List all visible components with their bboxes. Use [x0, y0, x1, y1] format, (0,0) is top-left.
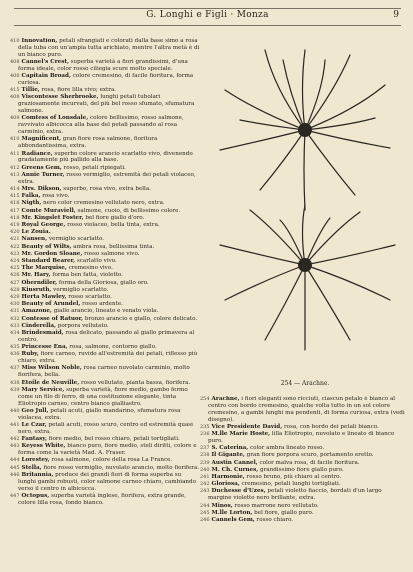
variety-description: gran fiore porpora scuro, portamento eretto.	[246, 452, 374, 459]
variety-entry	[10, 351, 200, 365]
variety-name: Annie Turner,	[21, 171, 65, 178]
entry-number: 424	[10, 258, 20, 265]
variety-description: rosso violaceo, bella tinta, extra.	[67, 222, 160, 229]
variety-entry	[10, 408, 200, 422]
variety-entry	[10, 436, 200, 443]
variety-name: Cinderella,	[21, 322, 56, 329]
variety-description: rosa vivo.	[42, 193, 70, 200]
variety-entry	[10, 94, 200, 115]
variety-entry	[10, 365, 200, 379]
variety-entry	[10, 165, 200, 172]
variety-entry	[10, 323, 200, 330]
illustration-caption: 254 — Arachne.	[280, 380, 330, 387]
entry-number: 420	[10, 229, 20, 236]
variety-name: M. Ch. Curnes,	[211, 466, 259, 473]
variety-entry	[200, 467, 405, 474]
variety-name: Kinsruth,	[21, 286, 52, 293]
entry-number: 446	[10, 471, 20, 478]
variety-name: Brindesmaid,	[21, 330, 64, 337]
variety-entry	[200, 431, 405, 445]
entry-number: 426	[10, 272, 20, 279]
variety-description: salmone, cuoio, di bellissimo colore.	[77, 207, 181, 214]
variety-description: ambra rosa, bellissima tinta.	[73, 243, 155, 250]
variety-name: Oberndiler,	[21, 279, 58, 286]
entry-number: 239	[200, 459, 210, 466]
entry-number: 238	[200, 452, 210, 459]
entry-number: 246	[200, 516, 210, 523]
variety-entry	[10, 87, 200, 94]
entry-number: 413	[10, 171, 20, 178]
entry-number: 434	[10, 330, 20, 337]
variety-name: Mr. Hary,	[21, 272, 51, 279]
entry-number: 409	[10, 115, 20, 122]
entry-number: 236	[200, 431, 210, 438]
entry-number: 442	[10, 436, 20, 443]
entry-number: 241	[200, 474, 210, 481]
variety-entry	[10, 472, 200, 493]
entry-number: 432	[10, 315, 20, 322]
variety-description: forma ben fatta, violetto.	[52, 272, 123, 279]
variety-description: gran fiore rosa salmone, fioritura abbondantissima, extra.	[18, 136, 158, 150]
variety-entry	[10, 236, 200, 243]
entry-number: 412	[10, 164, 20, 171]
variety-name: Innovation,	[21, 38, 58, 44]
variety-entry	[10, 294, 200, 301]
variety-entry	[10, 308, 200, 315]
variety-description: produce dei grandi fiori di forma superba su lunghi gambi robusti, color salmone carneo chiaro, cambiando verso il centro in albicocca.	[18, 471, 196, 492]
entry-number: 436	[10, 351, 20, 358]
variety-description: grandissimo fiore giallo puro.	[260, 466, 344, 473]
variety-description: bel fiore giallo d'oro.	[85, 214, 145, 221]
variety-entry	[200, 503, 405, 510]
variety-entry	[10, 251, 200, 258]
variety-description: fiore carneo, ruvido all'estremità dei petali, riflesso più chiaro, extra.	[18, 351, 198, 365]
variety-name: Keyess White,	[21, 443, 66, 450]
variety-description: fiore rosso vermiglio, nuvolato arancio, molto fiorifera.	[43, 464, 200, 471]
variety-name: S. Caterina,	[211, 445, 249, 452]
variety-description: rosa, salmone, contorno giallo.	[69, 344, 157, 351]
variety-name: Mr. Kingslet Foster,	[21, 214, 84, 221]
variety-description: i fiori eleganti sono ricciuti, ciascun petalo è bianco al centro con bordo cremesino, qualche volta tutto in un sol colore cremesino, a gambi lunghi ma pendenti, di forma curiosa, extra (vedi disegno).	[208, 396, 405, 423]
variety-description: superba varietà, fiore medio, gambo fermo come un filo di ferro, di una costituzione elegante, tinta Eliotropio carneo, centro bianco gialliastro.	[18, 386, 188, 407]
variety-name: Amazone,	[21, 308, 52, 315]
variety-name: Ruby,	[21, 351, 39, 358]
entry-number: 423	[10, 250, 20, 257]
variety-entry	[10, 265, 200, 272]
variety-entry	[10, 301, 200, 308]
variety-description: rosso vellutato, pianta bassa, fiorifera.	[80, 379, 191, 386]
variety-description: superbo colore arancio scarlatto vivo, divenendo gradatamente più pallido alla base.	[18, 150, 193, 164]
variety-entry	[10, 387, 200, 408]
variety-entry	[10, 229, 200, 236]
variety-description: rosso, petali ripiegati.	[63, 164, 126, 171]
variety-entry	[200, 396, 405, 424]
variety-entry	[10, 380, 200, 387]
variety-name: Harmonie,	[211, 474, 245, 481]
variety-name: Mrs. Dikson,	[21, 186, 62, 192]
variety-description: giallo arancio, lineato e venato viola.	[53, 308, 159, 315]
variety-description: rosa carneo nuvolato carminio, molto fiorifera, bella.	[18, 365, 190, 379]
variety-name: Gloriosa,	[211, 481, 240, 488]
entry-number: 430	[10, 301, 20, 308]
variety-entry	[10, 422, 200, 436]
variety-name: Il Gigante,	[211, 452, 245, 459]
variety-description: superbo, rosa vivo, extra bella.	[63, 186, 151, 192]
entry-number: 408	[10, 94, 20, 101]
variety-name: Cannels Gem,	[211, 516, 255, 523]
variety-name: Le Zouia.	[21, 229, 51, 236]
variety-name: Vice Presidente David,	[211, 423, 283, 430]
variety-entry	[10, 208, 200, 215]
variety-entry	[10, 215, 200, 222]
variety-description: porpora vellutato.	[57, 322, 109, 329]
variety-name: Radiance,	[21, 150, 53, 157]
variety-name: Comte Muraviell,	[21, 207, 76, 214]
entry-number: 415	[10, 193, 20, 200]
variety-name: Princesse Ena,	[21, 344, 68, 351]
variety-entry	[200, 452, 405, 459]
variety-name: Herta Mawley,	[21, 294, 67, 301]
variety-name: Etoile de Neuville,	[21, 379, 80, 386]
variety-description: vermiglio scarlatto.	[53, 286, 109, 293]
variety-description: colore cremesino, di facile fioritura, forma curiosa.	[18, 73, 194, 87]
entry-number: 410	[10, 38, 20, 44]
variety-name: Fantasy,	[21, 436, 47, 443]
variety-entry	[10, 193, 200, 200]
variety-description: rosa delicato, passando al giallo primavera al centro.	[18, 330, 195, 343]
entry-number: 408	[10, 59, 20, 66]
variety-name: Geo Jull,	[21, 407, 49, 414]
variety-entry	[10, 73, 200, 87]
entry-number: 445	[10, 464, 20, 471]
variety-description: rosa, con bordo dei petali bianco.	[283, 423, 379, 430]
variety-name: Octopus,	[21, 492, 50, 499]
variety-description: petali acuti, giallo mandarino, sfumatura rosa violacea, extra.	[18, 407, 181, 421]
variety-description: nero color cremesino vellutato nero, extra.	[43, 200, 165, 207]
variety-description: rosa salmone, colore della rosa La France.	[51, 457, 173, 464]
variety-description: bel fiore, giallo puro.	[254, 509, 314, 516]
variety-name: M.lle Marie Hoste,	[211, 431, 271, 438]
variety-description: bronzo arancio e giallo, colore delicato.	[84, 315, 198, 322]
variety-entry	[10, 136, 200, 150]
entry-number: 243	[200, 488, 210, 495]
variety-description: petali violetto fiaccio, bordati d'un largo margine violetto nero brillante, extra.	[208, 488, 382, 502]
variety-name: Cannel's Crest,	[21, 59, 69, 66]
variety-name: M.lle Lorton,	[211, 509, 253, 516]
entry-number: 438	[10, 379, 20, 386]
variety-name: Nigth,	[21, 200, 42, 207]
variety-name: Nansen,	[21, 236, 48, 243]
variety-name: Duchesse d'Uzes,	[211, 488, 266, 495]
entry-number: 441	[10, 421, 20, 428]
variety-description: rosso chiaro.	[256, 516, 294, 523]
page-number: 9	[393, 10, 399, 20]
variety-name: Le Czar,	[21, 421, 47, 428]
variety-name: Falka,	[21, 193, 41, 200]
variety-name: Comtess of Lonsdale,	[21, 115, 89, 122]
variety-entry	[10, 465, 200, 472]
variety-entry	[200, 517, 405, 524]
entry-number: 439	[10, 386, 20, 393]
variety-description: cremesino, petali lunghi tortigliati.	[241, 481, 341, 488]
variety-entry	[10, 244, 200, 251]
variety-description: petali sfrangiati e colorati dalla base simo a rosa della tuba con un'ampia tutta arichiato, mentre l'altra metà è di un bianco puro.	[18, 38, 200, 58]
variety-name: Stella,	[21, 464, 42, 471]
variety-description: colore bellissimo, rosso salmone, ravvivato albicocca alla base del petali passando al rosa carminio, extra.	[18, 115, 184, 136]
entry-number: 416	[10, 200, 20, 207]
entry-number: 433	[10, 322, 20, 329]
variety-entry	[10, 59, 200, 73]
entry-number: 417	[10, 207, 20, 214]
entry-number: 431	[10, 308, 20, 315]
entry-number: 237	[200, 445, 210, 452]
variety-description: rosso ardente.	[82, 301, 123, 308]
variety-entry	[10, 330, 200, 344]
entry-number: 429	[10, 294, 20, 301]
variety-name: Arachne,	[211, 396, 240, 402]
variety-description: cremesino vivo.	[68, 265, 113, 272]
header-title: G. Longhi e Figli · Monza	[146, 10, 269, 20]
entry-number: 406	[10, 73, 20, 80]
variety-name: Austin Cannel,	[211, 459, 258, 466]
entry-number: 444	[10, 457, 20, 464]
entry-number: 415	[10, 87, 20, 94]
variety-name: Standard Bearer,	[21, 258, 76, 265]
variety-name: Capitain Broad,	[21, 73, 71, 80]
variety-entry	[200, 424, 405, 431]
entry-number: 244	[200, 502, 210, 509]
variety-entry	[10, 272, 200, 279]
entry-number: 447	[10, 492, 20, 499]
variety-description: rosso bruno, più chiaro al centro.	[246, 474, 342, 481]
variety-name: Beauty of Arundel,	[21, 301, 81, 308]
variety-name: Miss Wilson Noble,	[21, 365, 82, 372]
variety-name: Mr. Gordon Sloane,	[21, 250, 83, 257]
variety-entry	[10, 38, 200, 59]
variety-entry	[200, 445, 405, 452]
entry-number: 440	[10, 407, 20, 414]
variety-entry	[200, 481, 405, 488]
left-column	[10, 38, 200, 568]
variety-description: rosso vermiglio, estremità dei petali violaceo, extra.	[18, 171, 196, 185]
variety-entry	[10, 222, 200, 229]
variety-description: lilla Eliotropio, nuvolato e lineato di bianco puro.	[208, 431, 395, 445]
variety-entry	[10, 151, 200, 165]
entry-number: 425	[10, 265, 20, 272]
variety-description: petali acuti, rosso scuro, centro ed estremità quasi nero, extra.	[18, 421, 193, 435]
variety-description: rosso scarlatto.	[68, 294, 112, 301]
variety-entry	[200, 474, 405, 481]
entry-number: 410	[10, 136, 20, 143]
variety-name: Tillie,	[21, 87, 40, 94]
variety-entry	[10, 316, 200, 323]
variety-entry	[200, 510, 405, 517]
variety-entry	[10, 172, 200, 186]
entry-number: 428	[10, 286, 20, 293]
variety-name: Viscontesse Sherbrooke,	[21, 94, 99, 101]
variety-entry	[10, 186, 200, 193]
entry-number: 240	[200, 466, 210, 473]
variety-entry	[200, 460, 405, 467]
entry-number: 414	[10, 186, 20, 192]
variety-name: Greens Gem,	[21, 164, 62, 171]
entry-number: 427	[10, 279, 20, 286]
variety-name: Contesse of Ratuor,	[21, 315, 84, 322]
variety-name: The Marquise,	[21, 265, 67, 272]
entry-number: 235	[200, 423, 210, 430]
variety-entry	[10, 287, 200, 294]
variety-name: Beauty of Wilts,	[21, 243, 72, 250]
variety-name: Magnificent,	[21, 136, 62, 143]
entry-number: 411	[10, 150, 20, 157]
variety-description: fiore medio, bel rosso chiaro, petali tortigliati.	[48, 436, 180, 443]
variety-description: forma della Gloriosa, giallo oro.	[58, 279, 149, 286]
variety-description: superba varietà a fiori grandissimi, d'una forma ideale, color rosso ciliegia scure molto speciale.	[18, 59, 188, 72]
entry-number: 254	[200, 396, 210, 402]
variety-entry	[10, 443, 200, 457]
variety-description: vermiglio scarlatto.	[48, 236, 105, 243]
entry-number: 437	[10, 365, 20, 372]
variety-description: color malva rosa, di facile fioritura.	[259, 459, 360, 466]
variety-name: Mary Service,	[21, 386, 65, 393]
entry-number: 242	[200, 481, 210, 488]
variety-description: rosso salmone vivo.	[84, 250, 140, 257]
variety-name: Britannia,	[21, 471, 54, 478]
entry-number: 422	[10, 243, 20, 250]
variety-description: bianco puro, fiore medio, steli diritti, colore e forma come la varietà Mad. A. Fraser.	[18, 443, 197, 457]
variety-description: superba varietà inglese, fiorifera, extra grande, colore lilla rosa, fondo bianco.	[18, 492, 187, 506]
variety-description: rosa, fiore lilla vivo; extra.	[41, 87, 117, 94]
variety-description: rosso marrone nero vellutato.	[234, 502, 319, 509]
entry-number: 245	[200, 509, 210, 516]
variety-name: Royal George,	[21, 222, 66, 229]
entry-number: 418	[10, 214, 20, 221]
page-header	[14, 8, 401, 26]
variety-entry	[10, 115, 200, 136]
variety-name: Minos,	[211, 502, 233, 509]
variety-entry	[200, 488, 405, 502]
variety-name: Lorestey,	[21, 457, 50, 464]
variety-description: scarlatto vivo.	[76, 258, 117, 265]
entry-number: 419	[10, 222, 20, 229]
variety-description: lunghi petali tubolari graziosamente incurvati, del più bel rosso sfumato, sfumatura salmone.	[18, 94, 195, 115]
right-column	[200, 396, 405, 568]
variety-entry	[10, 493, 200, 507]
entry-number: 443	[10, 443, 20, 450]
variety-description: color ambra lineato rosso.	[250, 445, 325, 452]
entry-number: 421	[10, 236, 20, 243]
variety-entry	[10, 200, 200, 207]
variety-entry	[10, 280, 200, 287]
variety-entry	[10, 258, 200, 265]
arachne-flower-illustration	[205, 30, 405, 380]
variety-entry	[10, 457, 200, 464]
entry-number: 435	[10, 344, 20, 351]
